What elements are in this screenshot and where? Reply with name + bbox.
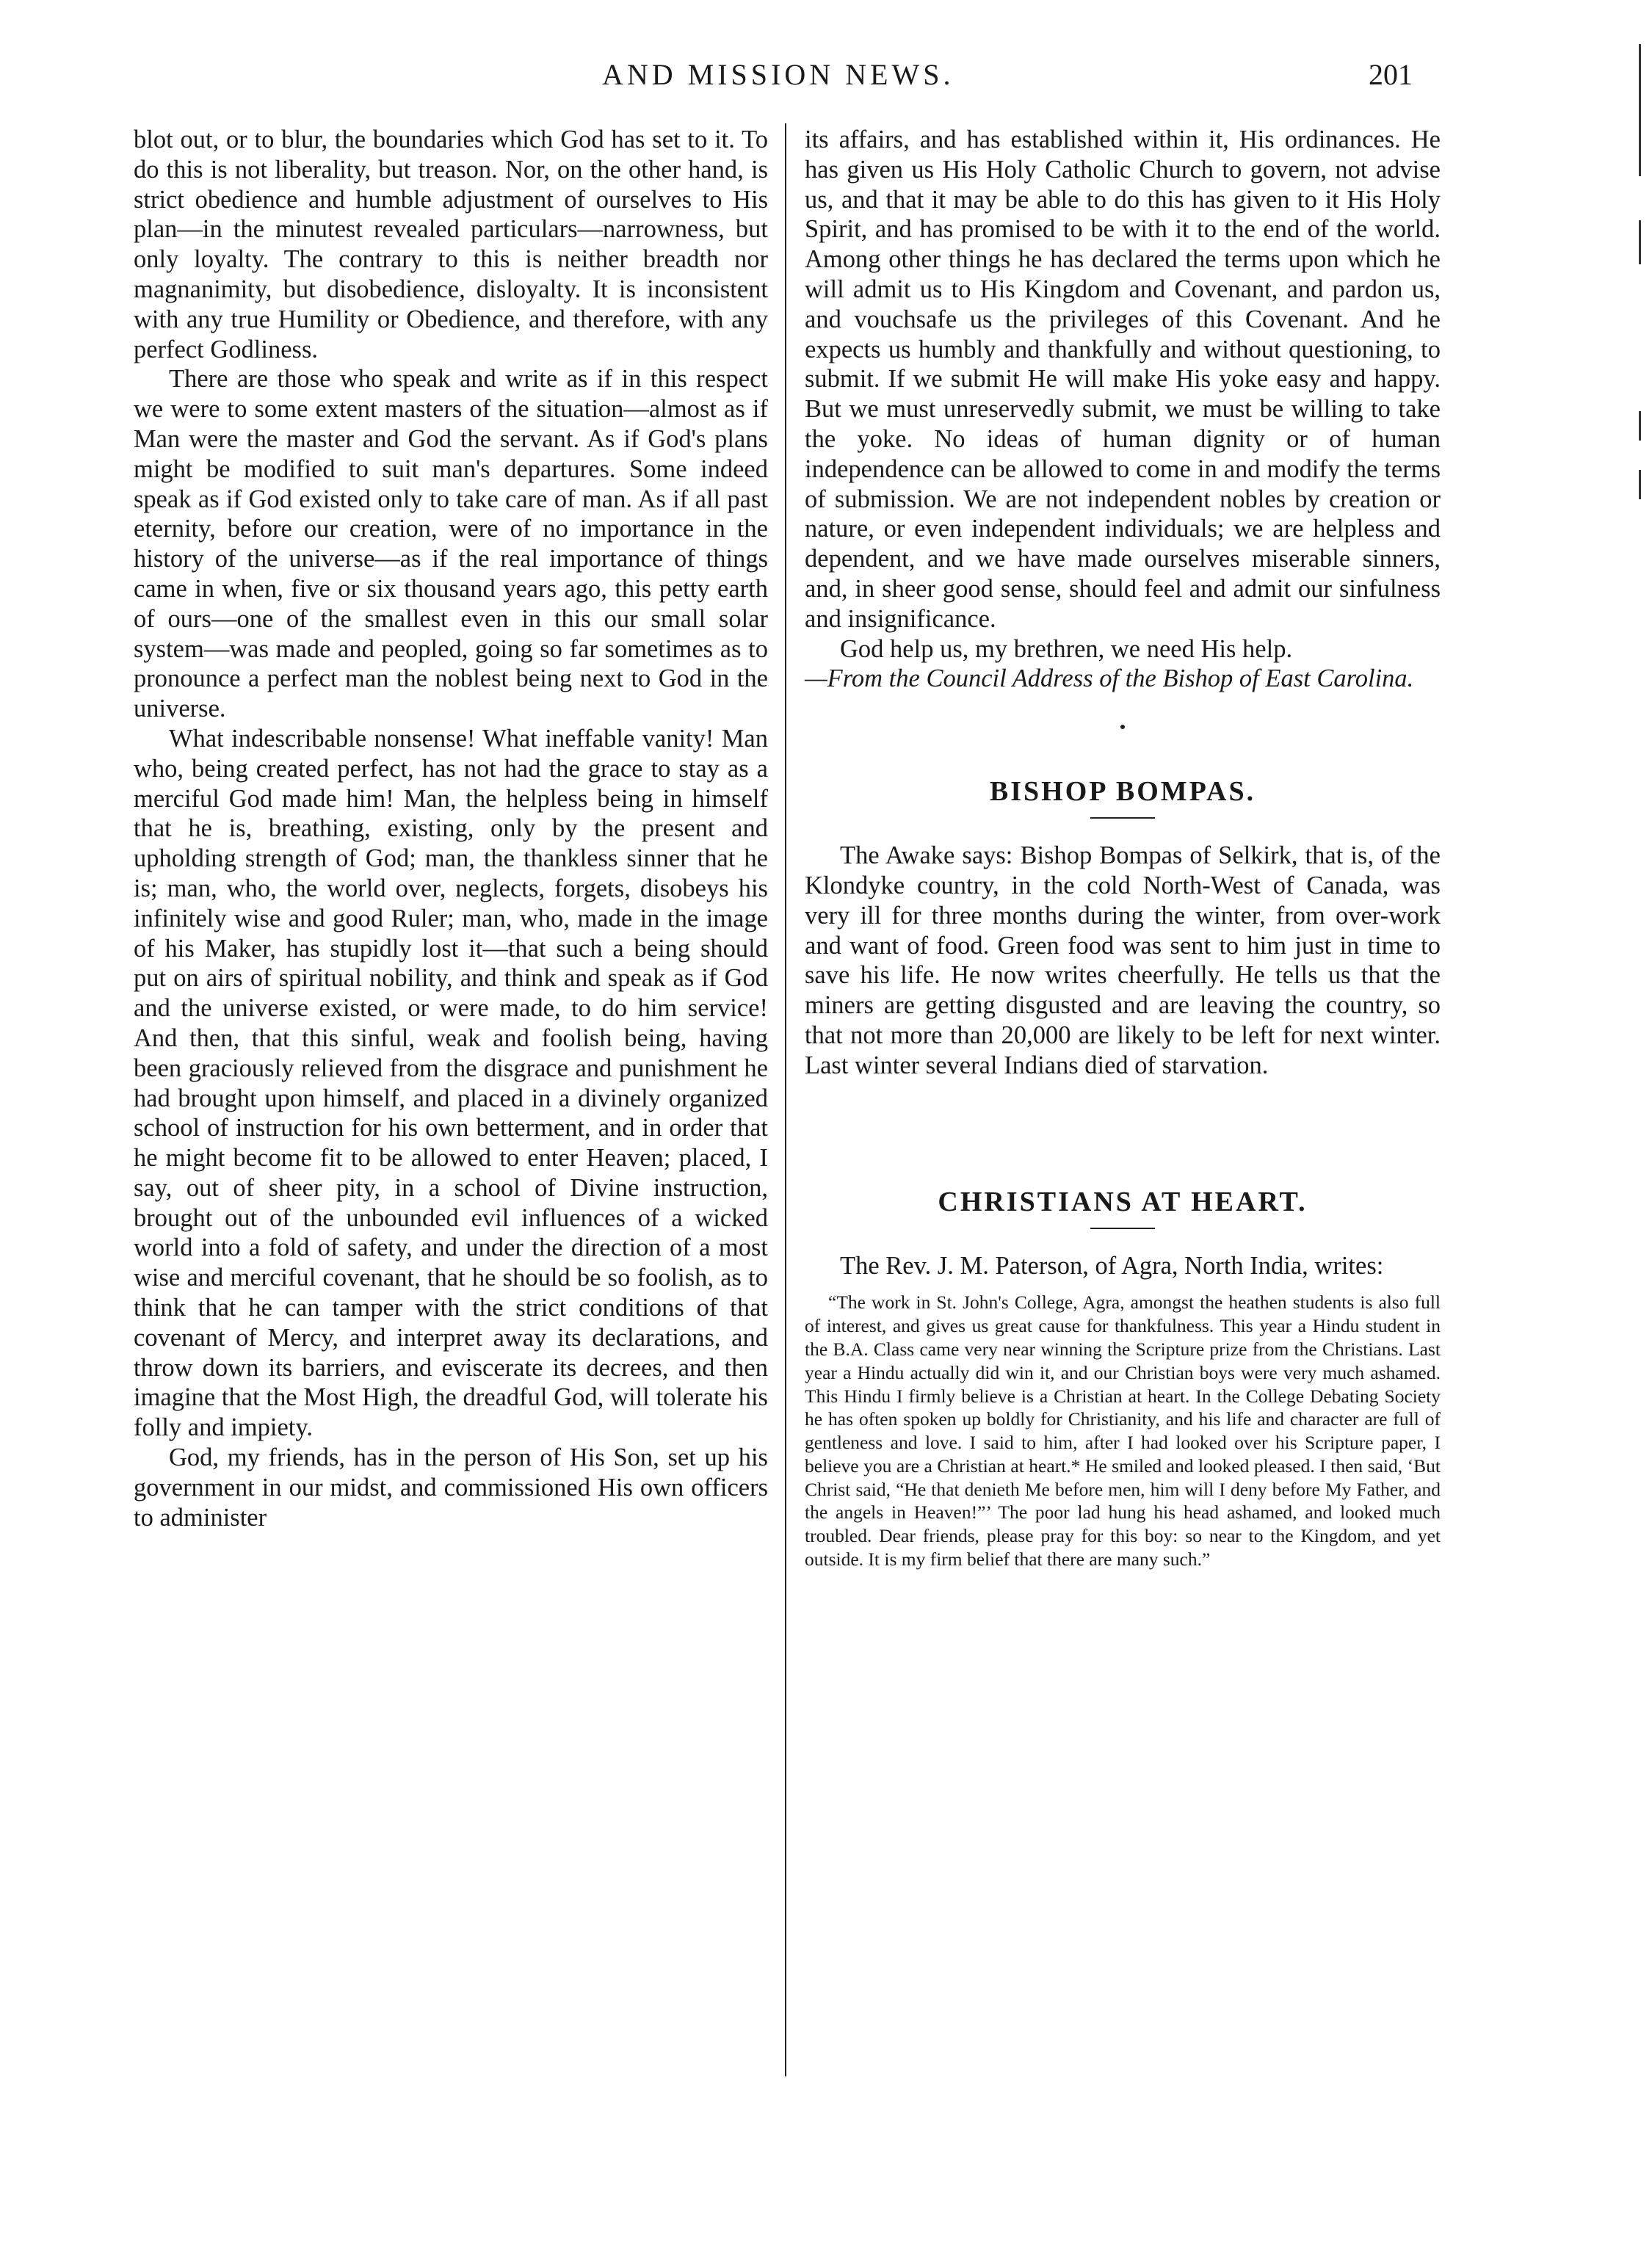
section-title-christians-at-heart: CHRISTIANS AT HEART. <box>938 1186 1308 1217</box>
intro-paragraph: The Rev. J. M. Paterson, of Agra, North India, writes: <box>840 1251 1384 1280</box>
quoted-letter: “The work in St. John's College, Agra, amongst the heathen students is also full of interest, and gives us great cause for thankfulness. This year a Hindu student in the B.A. Class came very near winning the Scripture prize from the Christians. Last year a Hindu actually did win it, and our Christian boys were very much ashamed. This Hindu I firmly believe is a Christian at heart. In the College Debating Society he has often spoken up boldly for Christianity, and his life and character are full of gentleness and love. I said to him, after I had looked over his Scripture paper, I believe you are a Christian at heart.* He smiled and looked pleased. I then said, ‘But Christ said, “He that denieth Me before men, him will I deny before My Father, and the angels in Heaven!”’ The poor lad hung his head ashamed, and looked much troubled. Dear friends, please pray for this boy: so near to the Kingdom, and yet outside. It is my firm belief that there are many such.” <box>805 1292 1441 1571</box>
page-number: 201 <box>1369 58 1413 91</box>
paragraph: What indescribable nonsense! What ineffable vanity! Man who, being created perfect, has not had the grace to stay as a merciful God made him! Man, the helpless being in himself that he is, breathing, existing, only by the present and upholding strength of God; man, the thankless sinner that he is; man, who, the world over, neglects, forgets, disobeys his infinitely wise and good Ruler; man, who, made in the image of his Maker, has stupidly lost it—that such a being should put on airs of spiritual nobility, and think and speak as if God and the universe existed, or were made, to do him service! And then, that this sinful, weak and foolish being, having been graciously relieved from the disgrace and punishment he had brought upon himself, and placed in a divinely organized school of instruction for his own betterment, and in order that he might become fit to be allowed to enter Heaven; placed, I say, out of sheer pity, in a school of Divine instruction, brought out of the unbounded evil influences of a wicked world into a fold of safety, and under the direction of a most wise and merciful covenant, that he should be so foolish, as to think that he can tamper with the strict conditions of that covenant of Mercy, and interpret away its declarations, and throw down its barriers, and eviscerate its decrees, and then imagine that the Most High, the dreadful God, will tolerate his folly and impiety. <box>134 724 768 1442</box>
title-rule <box>1090 1228 1155 1229</box>
running-head: AND MISSION NEWS. <box>602 58 954 91</box>
attribution: —From the Council Address of the Bishop of East Carolina. <box>805 664 1414 693</box>
right-column <box>805 125 1441 1571</box>
page-edge-mark <box>1639 470 1641 499</box>
paragraph: its affairs, and has established within it, His ordinances. He has given us His Holy Catholic Church to govern, not advise us, and that it may be able to do this has given to it His Holy Spirit, and has promised to be with it to the end of the world. Among other things he has declared the terms upon which he will admit us to His Kingdom and Covenant, and pardon us, and vouchsafe us the privileges of this Covenant. And he expects us humbly and thankfully and without questioning, to submit. If we submit He will make His yoke easy and happy. But we must unreservedly submit, we must be willing to take the yoke. No ideas of human dignity or of human independence can be allowed to come in and modify the terms of submission. We are not independent nobles by creation or nature, or even independent individuals; we are helpless and dependent, and we have made ourselves miserable sinners, and, in sheer good sense, should feel and admit our sinfulness and insignificance. <box>805 126 1441 633</box>
separator-dot <box>1120 725 1125 729</box>
paragraph: There are those who speak and write as if in this respect we were to some extent masters of the situation—almost as if Man were the master and God the servant. As if God's plans might be modified to suit man's departures. Some indeed speak as if God existed only to take care of man. As if all past eternity, before our creation, were of no importance in the history of the universe—as if the real importance of things came in when, five or six thousand years ago, this petty earth of ours—one of the smallest even in this our small solar system—was made and peopled, going so far sometimes as to pronounce a perfect man the noblest being next to God in the universe. <box>134 365 768 723</box>
section-title-bishop-bompas: BISHOP BOMPAS. <box>989 776 1256 808</box>
paragraph: blot out, or to blur, the boundaries which God has set to it. To do this is not liberality, but treason. Nor, on the other hand, is strict obedience and humble adjustment of ourselves to His plan—in the minutest revealed particulars—narrowness, but only loyalty. The contrary to this is neither breadth nor magnanimity, but disobedience, disloyalty. It is inconsistent with any true Humility or Obedience, and therefore, with any perfect Godliness. <box>134 126 768 363</box>
left-column <box>134 125 768 1532</box>
page-header <box>0 57 1652 101</box>
column-divider <box>785 123 786 2076</box>
page-edge-mark <box>1639 44 1641 176</box>
title-rule <box>1090 817 1155 819</box>
page-edge-mark <box>1639 220 1641 264</box>
paragraph: The Awake says: Bishop Bompas of Selkirk, that is, of the Klondyke country, in the cold North-West of Canada, was very ill for three months during the winter, from over-work and want of food. Green food was sent to him just in time to save his life. He now writes cheerfully. He tells us that the miners are getting disgusted and are leaving the country, so that not more than 20,000 are likely to be left for next winter. Last winter several Indians died of starvation. <box>805 841 1441 1079</box>
paragraph: God help us, my brethren, we need His help. <box>840 634 1293 663</box>
paragraph: God, my friends, has in the person of His Son, set up his government in our midst, and commissioned His own officers to administer <box>134 1443 768 1532</box>
page-edge-mark <box>1639 411 1641 441</box>
